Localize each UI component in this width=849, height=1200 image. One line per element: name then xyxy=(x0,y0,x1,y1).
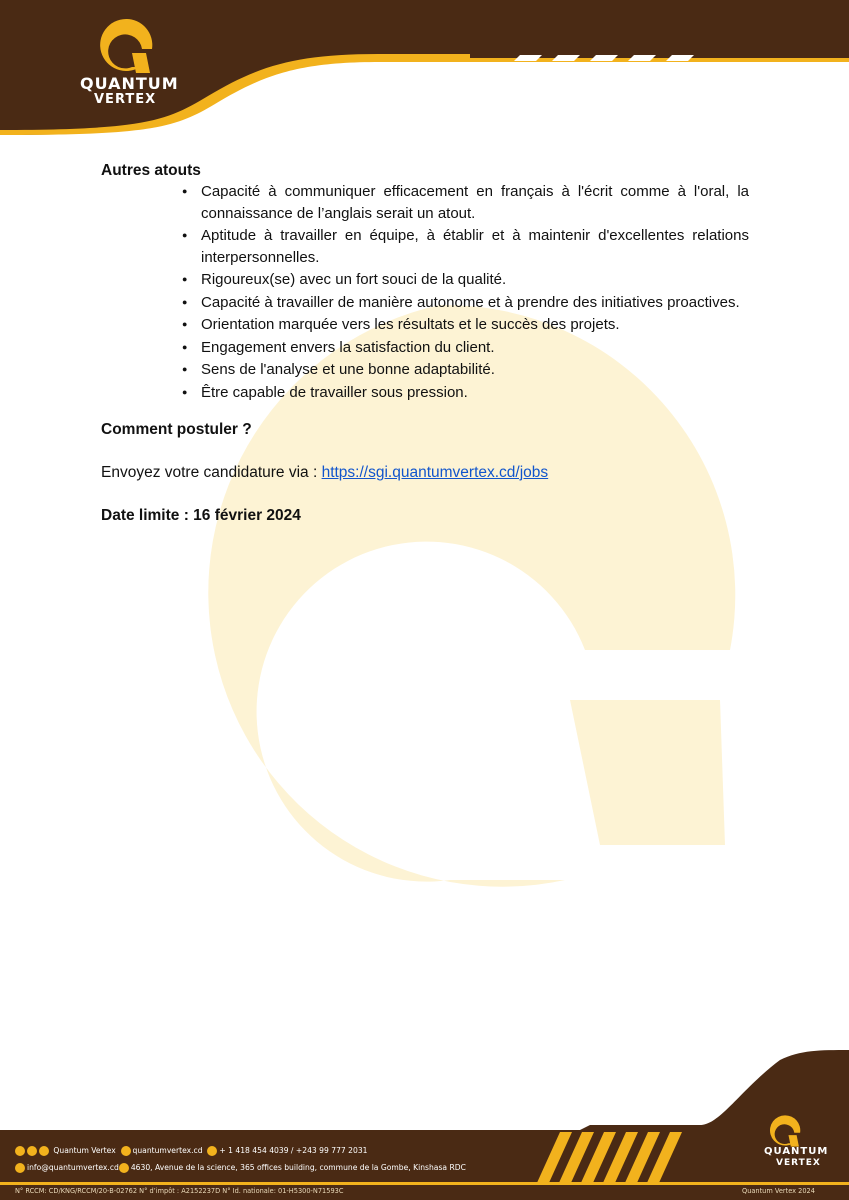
footer-phones: + 1 418 454 4039 / +243 99 777 2031 xyxy=(219,1146,368,1155)
list-item: ● Capacité à communiquer efficacement en français à l'écrit comme à l'oral, la connaissance de l’anglais serait un atout. xyxy=(182,181,749,224)
phone-icon xyxy=(207,1146,217,1156)
section-heading-other-assets: Autres atouts xyxy=(101,162,201,179)
footer-copyright: Quantum Vertex 2024 xyxy=(742,1187,815,1195)
footer-contact-row-1 xyxy=(15,1146,368,1156)
list-item: ● Rigoureux(se) avec un fort souci de la qualité. xyxy=(182,269,749,291)
assets-list xyxy=(182,181,749,404)
logo-wordmark-line1: QUANTUM xyxy=(80,74,179,93)
footer-social-name: Quantum Vertex xyxy=(53,1146,116,1155)
apply-text: Envoyez votre candidature via : xyxy=(101,464,322,481)
globe-icon xyxy=(121,1146,131,1156)
footer-website[interactable]: quantumvertex.cd xyxy=(132,1146,203,1155)
email-icon xyxy=(15,1163,25,1173)
twitter-icon[interactable] xyxy=(27,1146,37,1156)
footer-q-logo-icon xyxy=(767,1113,803,1149)
apply-link[interactable]: https://sgi.quantumvertex.cd/jobs xyxy=(321,464,549,481)
list-item: ● Être capable de travailler sous pression. xyxy=(182,382,749,404)
location-icon xyxy=(119,1163,129,1173)
q-logo-icon xyxy=(96,15,156,77)
footer-address: 4630, Avenue de la science, 365 offices building, commune de la Gombe, Kinshasa RDC xyxy=(130,1163,466,1172)
logo-wordmark-line2: VERTEX xyxy=(94,92,157,107)
list-item: ● Engagement envers la satisfaction du client. xyxy=(182,337,749,359)
deadline-text: Date limite : 16 février 2024 xyxy=(101,507,301,524)
facebook-icon[interactable] xyxy=(15,1146,25,1156)
footer-banner xyxy=(0,1050,849,1200)
footer-email[interactable]: info@quantumvertex.cd xyxy=(27,1163,119,1172)
footer-logo-wordmark-line2: VERTEX xyxy=(776,1158,821,1168)
list-item: ● Orientation marquée vers les résultats et le succès des projets. xyxy=(182,314,749,336)
list-item: ● Sens de l'analyse et une bonne adaptabilité. xyxy=(182,359,749,381)
footer-legal: N° RCCM: CD/KNG/RCCM/20-B-02762 N° d’impôt : A2152237D N° Id. nationale: 01-H5300-N71593C xyxy=(15,1187,344,1195)
footer-logo-wordmark-line1: QUANTUM xyxy=(764,1146,829,1157)
section-heading-how-to-apply: Comment postuler ? xyxy=(101,421,252,438)
linkedin-icon[interactable] xyxy=(39,1146,49,1156)
list-item: ● Aptitude à travailler en équipe, à établir et à maintenir d'excellentes relations interpersonnelles. xyxy=(182,225,749,268)
apply-instructions xyxy=(101,464,548,482)
footer-contact-row-2 xyxy=(15,1163,466,1173)
list-item: ● Capacité à travailler de manière autonome et à prendre des initiatives proactives. xyxy=(182,292,749,314)
